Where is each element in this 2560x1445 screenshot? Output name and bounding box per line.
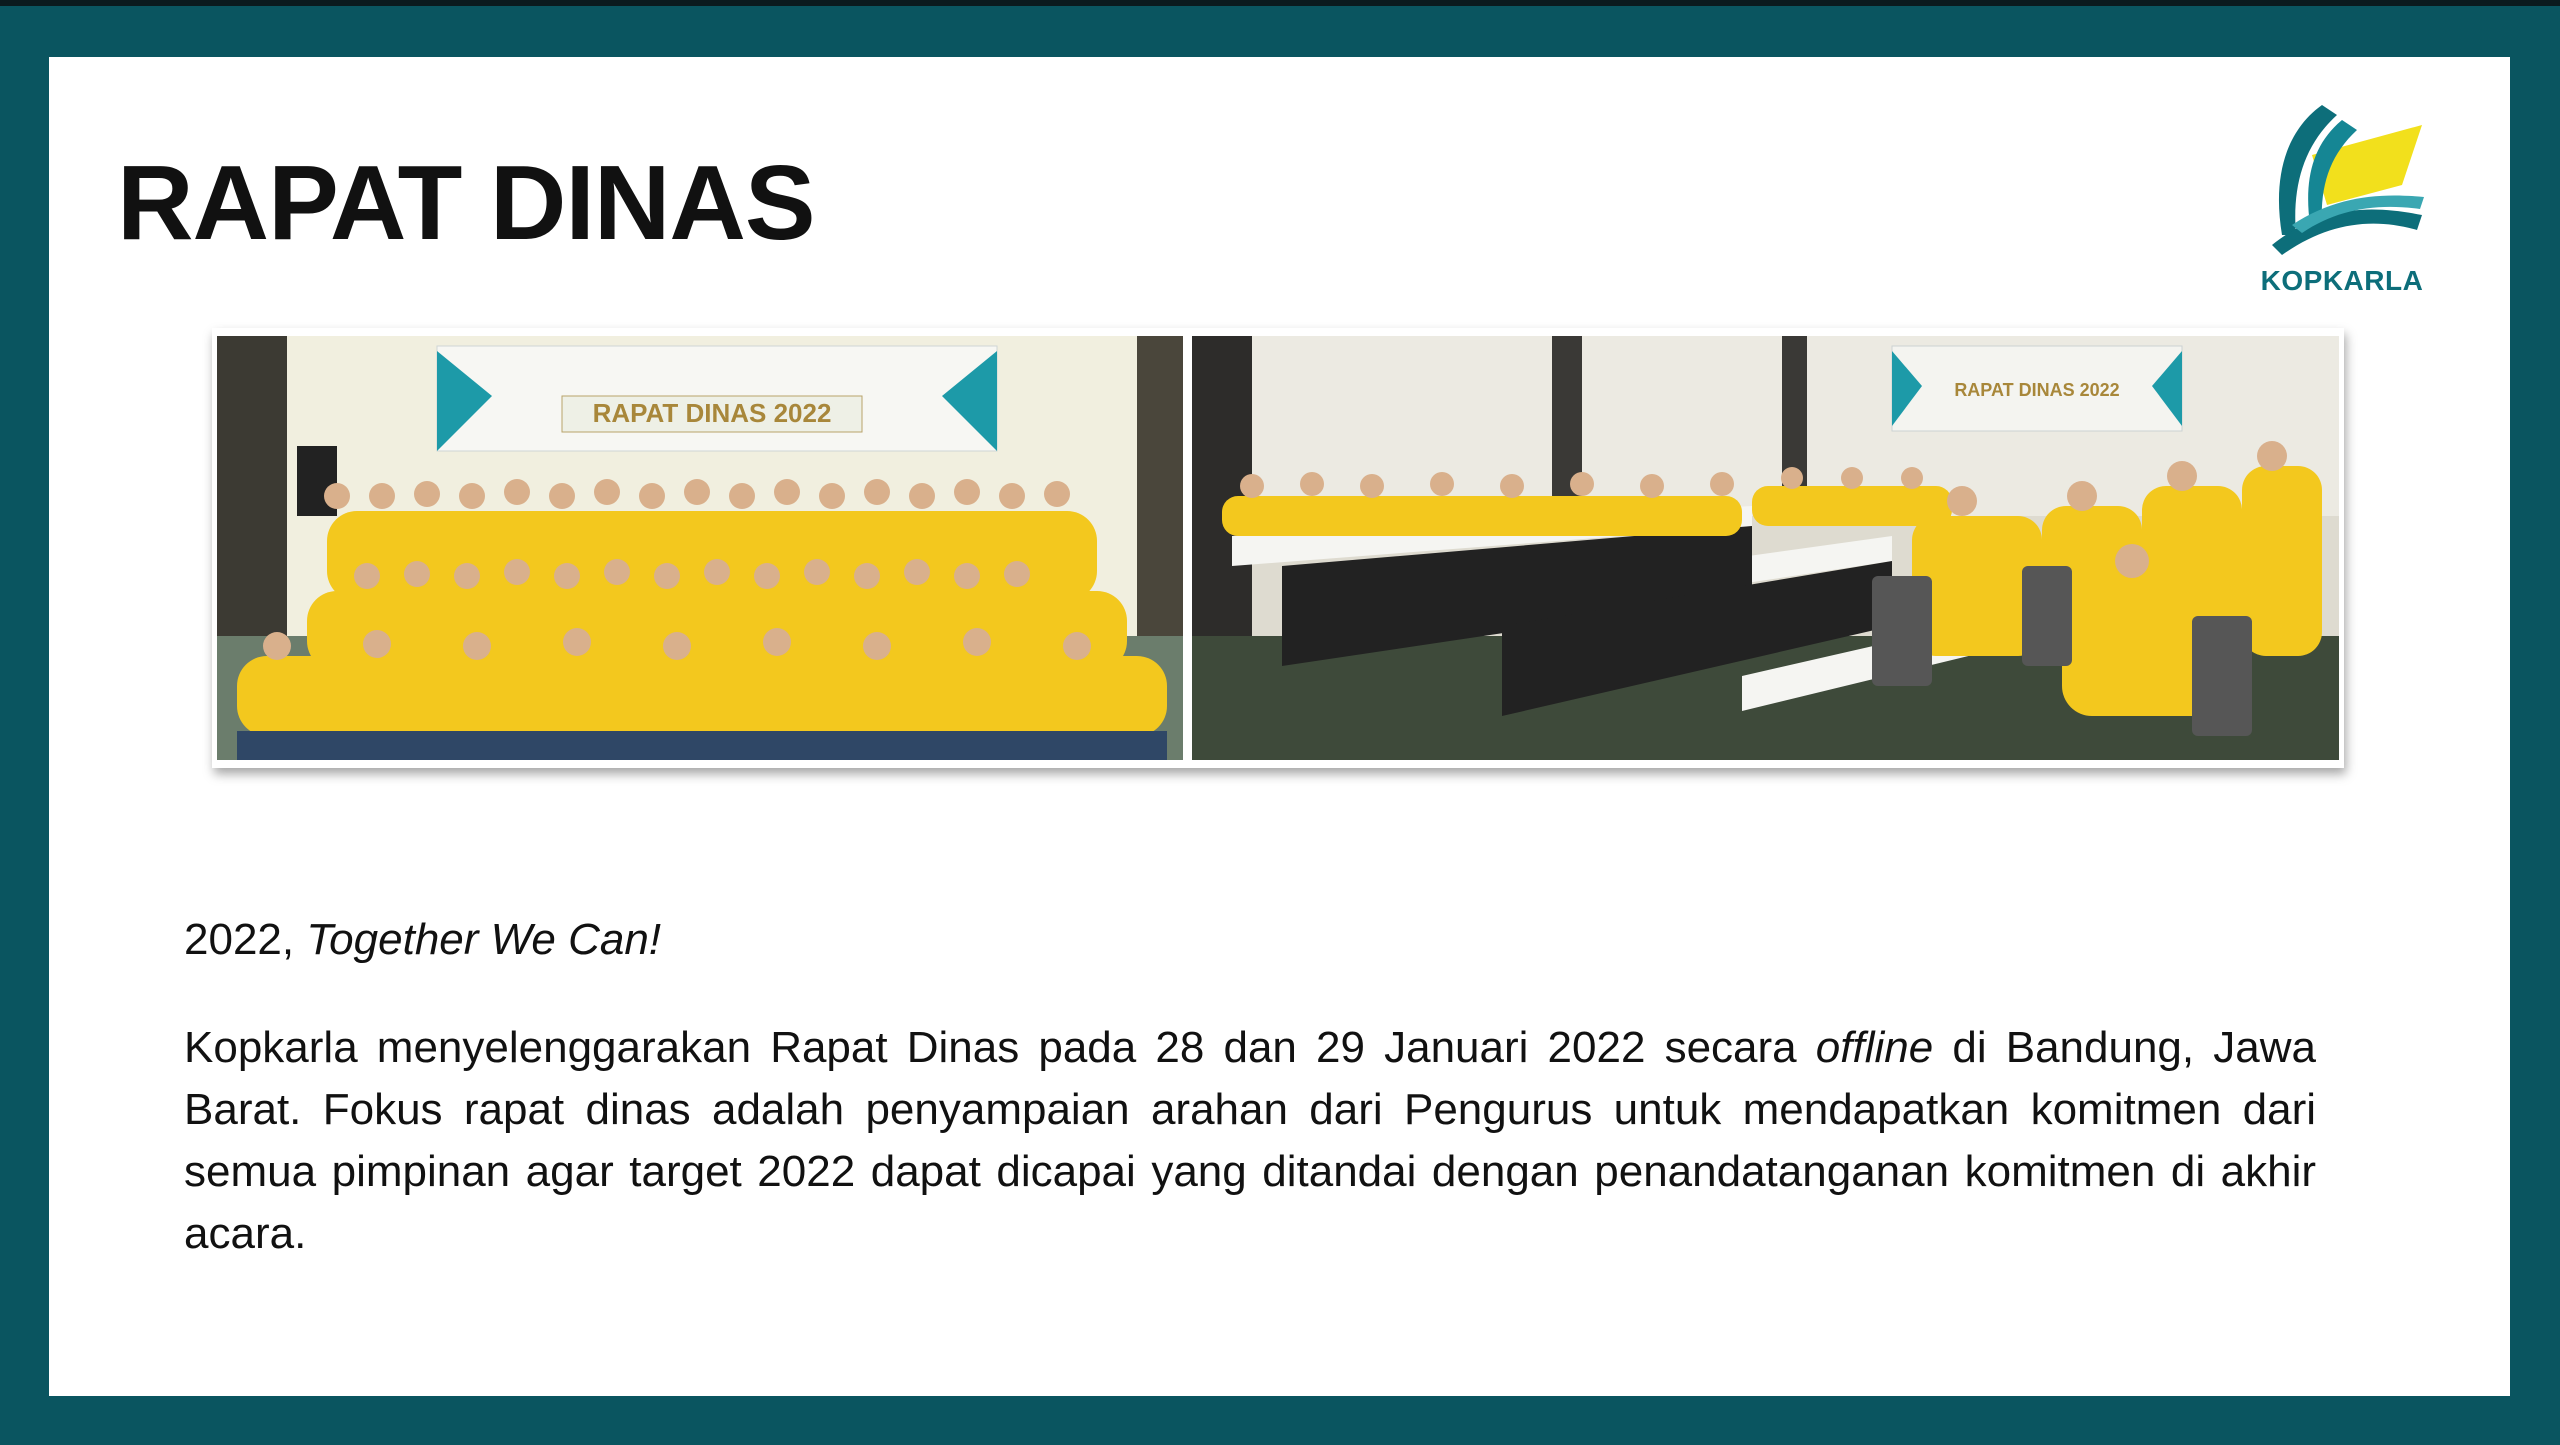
meeting-photo [1192, 336, 2339, 760]
group-photo [217, 336, 1183, 760]
body-text-part2: di Bandung, Jawa Barat. Fokus rapat dinas adalah penyampaian arahan dari Pengurus untuk mendapatkan komitmen dari semua pimpinan agar target 2022 dapat dicapai yang ditandai dengan penandatanganan komitmen di akhir acara. [184, 1023, 2316, 1258]
top-edge-bar [0, 0, 2560, 6]
kopkarla-logo-icon [2252, 85, 2432, 265]
slide [49, 57, 2510, 1396]
tagline-year: 2022, [184, 915, 295, 964]
tagline-motto: Together We Can! [306, 915, 662, 964]
body-text-emphasis: offline [1815, 1023, 1934, 1072]
slide-title: RAPAT DINAS [117, 144, 815, 262]
right-banner-text: RAPAT DINAS 2022 [1954, 380, 2120, 400]
body-text-part1: Kopkarla menyelenggarakan Rapat Dinas pada 28 dan 29 Januari 2022 secara [184, 1023, 1797, 1072]
left-banner-text: RAPAT DINAS 2022 [592, 398, 832, 428]
kopkarla-logo [2252, 85, 2452, 335]
photo-collage [212, 328, 2344, 768]
body-paragraph [184, 1017, 2316, 1265]
logo-wordmark: KOPKARLA [2260, 265, 2424, 296]
tagline [184, 915, 661, 965]
